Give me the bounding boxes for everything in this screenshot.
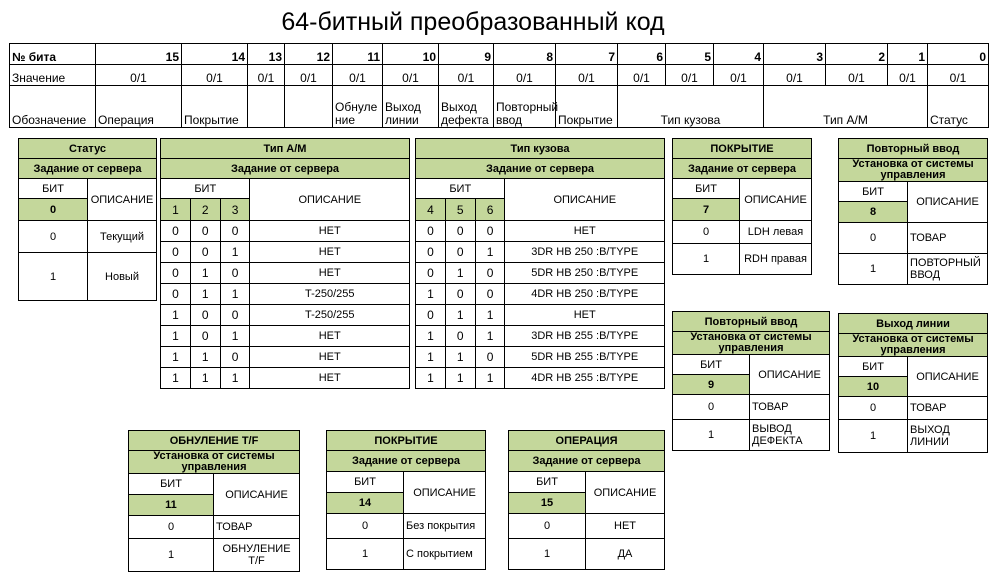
designation-operation: Операция	[96, 86, 182, 128]
bit-value: 0	[327, 514, 404, 539]
table-row	[416, 368, 665, 389]
description-header: ОПИСАНИЕ	[505, 179, 665, 221]
status-box	[18, 138, 157, 301]
operation-15-box	[508, 430, 665, 570]
bit-description: НЕТ	[505, 305, 665, 326]
bit-value: 0/1	[248, 65, 285, 86]
box-title: ОБНУЛЕНИЕ T/F	[129, 431, 300, 451]
bit-description: T-250/255	[250, 284, 410, 305]
box-subtitle: Задание от сервера	[327, 451, 486, 472]
bit-value: 0	[190, 326, 220, 347]
bit-value: 0	[475, 263, 505, 284]
bit-value: 0	[129, 516, 214, 539]
bit-description: С покрытием	[404, 539, 486, 570]
bit-number: 0	[19, 199, 88, 221]
reset-tf-11-box	[128, 430, 300, 572]
bit-description: LDH левая	[740, 221, 812, 244]
description-header: ОПИСАНИЕ	[404, 472, 486, 514]
description-header: ОПИСАНИЕ	[214, 474, 300, 516]
bit-description: 4DR HB 250 :B/TYPE	[505, 284, 665, 305]
page-title: 64-битный преобразованный код	[281, 8, 665, 36]
description-header: ОПИСАНИЕ	[88, 179, 157, 221]
table-row	[161, 326, 410, 347]
bit-value: 1	[416, 284, 446, 305]
bit-value: 1	[416, 368, 446, 389]
bit-number: 7	[673, 199, 740, 221]
row-label: Значение	[10, 65, 96, 86]
bit-value: 0/1	[618, 65, 666, 86]
bit-value: 1	[673, 244, 740, 275]
bit-value: 0	[673, 395, 750, 420]
table-row	[416, 347, 665, 368]
bit-description: 3DR HB 250 :B/TYPE	[505, 242, 665, 263]
box-title: Тип А/М	[161, 139, 410, 159]
box-subtitle: Установка от системы управления	[129, 451, 300, 474]
bit-header: БИТ	[839, 182, 908, 202]
bit-value: 0/1	[888, 65, 928, 86]
bit-number-row	[10, 44, 989, 65]
box-title: ОПЕРАЦИЯ	[509, 431, 665, 451]
bit-value: 0/1	[96, 65, 182, 86]
bit-value: 1	[220, 326, 250, 347]
description-header: ОПИСАНИЕ	[586, 472, 665, 514]
bit-description: ТОВАР	[908, 397, 988, 420]
bit-value: 1	[445, 263, 475, 284]
bit-description: 3DR HB 255 :B/TYPE	[505, 326, 665, 347]
bit-value: 0/1	[494, 65, 556, 86]
bit-value: 0	[475, 221, 505, 242]
car-type-box	[160, 138, 410, 389]
bit-description: НЕТ	[250, 368, 410, 389]
bit-description: ПОВТОРНЫЙ ВВОД	[908, 254, 988, 285]
bit-value: 0	[839, 397, 908, 420]
repeat-entry-8-box	[838, 138, 988, 285]
bit-value: 1	[475, 326, 505, 347]
bit-value: 0	[445, 221, 475, 242]
designation-defect-exit: Выход дефекта	[439, 86, 494, 128]
designation-coverage-7: Покрытие	[556, 86, 618, 128]
bit-value: 1	[475, 368, 505, 389]
bit-value: 0	[190, 221, 220, 242]
body-type-box	[415, 138, 665, 389]
bit-value: 0/1	[666, 65, 714, 86]
bit-map-table	[9, 43, 989, 128]
bit-number: 9	[673, 375, 750, 395]
bit-value: 0	[509, 514, 586, 539]
bit-value: 1	[445, 347, 475, 368]
box-subtitle: Задание от сервера	[673, 159, 812, 179]
bit-description: ДА	[586, 539, 665, 570]
description-header: ОПИСАНИЕ	[908, 182, 988, 223]
bit-value: 0	[475, 284, 505, 305]
bit-description: НЕТ	[250, 263, 410, 284]
bit-value: 0	[161, 242, 191, 263]
bit-value: 0	[445, 284, 475, 305]
bit-value: 0	[190, 242, 220, 263]
bit-number: 4	[416, 199, 446, 221]
bit-number: 0	[928, 44, 989, 65]
bit-description: НЕТ	[586, 514, 665, 539]
bit-value: 0/1	[714, 65, 764, 86]
bit-number: 15	[509, 493, 586, 514]
bit-header: БИТ	[327, 472, 404, 493]
bit-number: 10	[383, 44, 439, 65]
designation-reset: Обнуление	[333, 86, 383, 128]
table-row	[161, 284, 410, 305]
box-title: Повторный ввод	[673, 312, 830, 332]
bit-header: БИТ	[161, 179, 250, 199]
designation-line-exit: Выход линии	[383, 86, 439, 128]
bit-number: 1	[888, 44, 928, 65]
box-subtitle: Установка от системы управления	[839, 334, 988, 357]
bit-value: 1	[129, 539, 214, 572]
bit-number: 5	[445, 199, 475, 221]
bit-number: 1	[161, 199, 191, 221]
bit-number: 2	[826, 44, 888, 65]
designation-empty	[285, 86, 333, 128]
bit-value: 0	[673, 221, 740, 244]
bit-value: 1	[509, 539, 586, 570]
bit-value: 0	[445, 326, 475, 347]
bit-value: 0/1	[285, 65, 333, 86]
bit-value: 0/1	[764, 65, 826, 86]
bit-value: 0/1	[928, 65, 989, 86]
bit-value: 0/1	[383, 65, 439, 86]
description-header: ОПИСАНИЕ	[740, 179, 812, 221]
bit-number: 6	[618, 44, 666, 65]
bit-number: 5	[666, 44, 714, 65]
bit-value: 1	[190, 284, 220, 305]
description-header: ОПИСАНИЕ	[250, 179, 410, 221]
bit-description: НЕТ	[250, 221, 410, 242]
designation-row	[10, 86, 989, 128]
bit-value: 1	[190, 347, 220, 368]
bit-header: БИТ	[673, 355, 750, 375]
bit-value: 0	[445, 242, 475, 263]
bit-description: 4DR HB 255 :B/TYPE	[505, 368, 665, 389]
bit-value: 0/1	[826, 65, 888, 86]
bit-value: 1	[220, 242, 250, 263]
table-row	[416, 221, 665, 242]
bit-description: Новый	[88, 253, 157, 301]
bit-number: 15	[96, 44, 182, 65]
bit-description: НЕТ	[250, 242, 410, 263]
bit-number: 3	[764, 44, 826, 65]
bit-header: БИТ	[673, 179, 740, 199]
designation-status: Статус	[928, 86, 989, 128]
bit-value: 0	[220, 221, 250, 242]
box-subtitle: Задание от сервера	[161, 159, 410, 179]
coverage-14-box	[326, 430, 486, 570]
row-label: № бита	[10, 44, 96, 65]
bit-number: 8	[494, 44, 556, 65]
bit-value: 1	[161, 305, 191, 326]
bit-number: 14	[182, 44, 248, 65]
box-subtitle: Установка от системы управления	[839, 159, 988, 182]
bit-value: 0	[19, 221, 88, 253]
bit-number: 7	[556, 44, 618, 65]
description-header: ОПИСАНИЕ	[750, 355, 830, 395]
bit-value: 1	[161, 347, 191, 368]
repeat-entry-9-box	[672, 311, 830, 451]
bit-number: 10	[839, 377, 908, 397]
bit-value: 0	[416, 242, 446, 263]
bit-value: 1	[445, 305, 475, 326]
bit-number: 6	[475, 199, 505, 221]
table-row	[161, 221, 410, 242]
bit-description: ТОВАР	[750, 395, 830, 420]
designation-car-type: Тип А/М	[764, 86, 928, 128]
table-row	[161, 263, 410, 284]
table-row	[416, 305, 665, 326]
bit-value: 0	[416, 263, 446, 284]
bit-value: 1	[839, 254, 908, 285]
bit-number: 13	[248, 44, 285, 65]
bit-number: 4	[714, 44, 764, 65]
bit-value: 0	[161, 263, 191, 284]
bit-value: 1	[445, 368, 475, 389]
bit-number: 2	[190, 199, 220, 221]
box-title: ПОКРЫТИЕ	[327, 431, 486, 451]
bit-value: 1	[161, 368, 191, 389]
bit-value: 1	[161, 326, 191, 347]
bit-description: ВЫВОД ДЕФЕКТА	[750, 420, 830, 451]
bit-description: ТОВАР	[908, 223, 988, 254]
box-subtitle: Задание от сервера	[19, 159, 157, 179]
bit-value: 1	[475, 305, 505, 326]
bit-description: ТОВАР	[214, 516, 300, 539]
bit-header: БИТ	[19, 179, 88, 199]
value-row	[10, 65, 989, 86]
bit-value: 1	[416, 326, 446, 347]
box-subtitle: Установка от системы управления	[673, 332, 830, 355]
box-title: ПОКРЫТИЕ	[673, 139, 812, 159]
designation-repeat: Повторный ввод	[494, 86, 556, 128]
bit-number: 9	[439, 44, 494, 65]
description-header: ОПИСАНИЕ	[908, 357, 988, 397]
bit-value: 1	[220, 368, 250, 389]
bit-header: БИТ	[509, 472, 586, 493]
bit-value: 1	[19, 253, 88, 301]
bit-number: 3	[220, 199, 250, 221]
bit-number: 11	[333, 44, 383, 65]
bit-header: БИТ	[129, 474, 214, 495]
box-title: Тип кузова	[416, 139, 665, 159]
table-row	[416, 284, 665, 305]
bit-value: 1	[220, 284, 250, 305]
bit-description: 5DR HB 250 :B/TYPE	[505, 263, 665, 284]
bit-value: 1	[673, 420, 750, 451]
table-row	[161, 368, 410, 389]
bit-value: 0	[161, 284, 191, 305]
table-row	[416, 326, 665, 347]
bit-value: 0	[220, 263, 250, 284]
bit-value: 0/1	[333, 65, 383, 86]
bit-value: 1	[839, 420, 908, 453]
bit-value: 0/1	[556, 65, 618, 86]
table-row	[161, 347, 410, 368]
bit-number: 12	[285, 44, 333, 65]
bit-value: 0	[416, 305, 446, 326]
table-row	[161, 242, 410, 263]
bit-header: БИТ	[839, 357, 908, 377]
table-row	[416, 242, 665, 263]
bit-description: НЕТ	[505, 221, 665, 242]
bit-value: 0	[190, 305, 220, 326]
line-exit-10-box	[838, 313, 988, 453]
table-row	[161, 305, 410, 326]
bit-value: 1	[190, 368, 220, 389]
bit-header: БИТ	[416, 179, 505, 199]
bit-value: 0	[839, 223, 908, 254]
bit-description: 5DR HB 255 :B/TYPE	[505, 347, 665, 368]
bit-value: 0	[220, 305, 250, 326]
row-label: Обозначение	[10, 86, 96, 128]
bit-description: ВЫХОД ЛИНИИ	[908, 420, 988, 453]
bit-value: 1	[190, 263, 220, 284]
coverage-7-box	[672, 138, 812, 275]
bit-value: 0	[416, 221, 446, 242]
bit-value: 0	[220, 347, 250, 368]
bit-value: 0	[161, 221, 191, 242]
box-subtitle: Задание от сервера	[416, 159, 665, 179]
table-row	[416, 263, 665, 284]
bit-number: 14	[327, 493, 404, 514]
bit-value: 0	[475, 347, 505, 368]
bit-number: 8	[839, 202, 908, 223]
bit-description: Текущий	[88, 221, 157, 253]
bit-value: 1	[475, 242, 505, 263]
bit-value: 1	[416, 347, 446, 368]
bit-value: 1	[327, 539, 404, 570]
bit-description: T-250/255	[250, 305, 410, 326]
box-title: Выход линии	[839, 314, 988, 334]
bit-value: 0/1	[182, 65, 248, 86]
bit-description: Без покрытия	[404, 514, 486, 539]
box-title: Повторный ввод	[839, 139, 988, 159]
box-title: Статус	[19, 139, 157, 159]
bit-description: RDH правая	[740, 244, 812, 275]
bit-value: 0/1	[439, 65, 494, 86]
box-subtitle: Задание от сервера	[509, 451, 665, 472]
designation-coverage: Покрытие	[182, 86, 248, 128]
designation-empty	[248, 86, 285, 128]
designation-body-type: Тип кузова	[618, 86, 764, 128]
bit-description: ОБНУЛЕНИЕ T/F	[214, 539, 300, 572]
bit-number: 11	[129, 495, 214, 516]
bit-description: НЕТ	[250, 326, 410, 347]
bit-description: НЕТ	[250, 347, 410, 368]
